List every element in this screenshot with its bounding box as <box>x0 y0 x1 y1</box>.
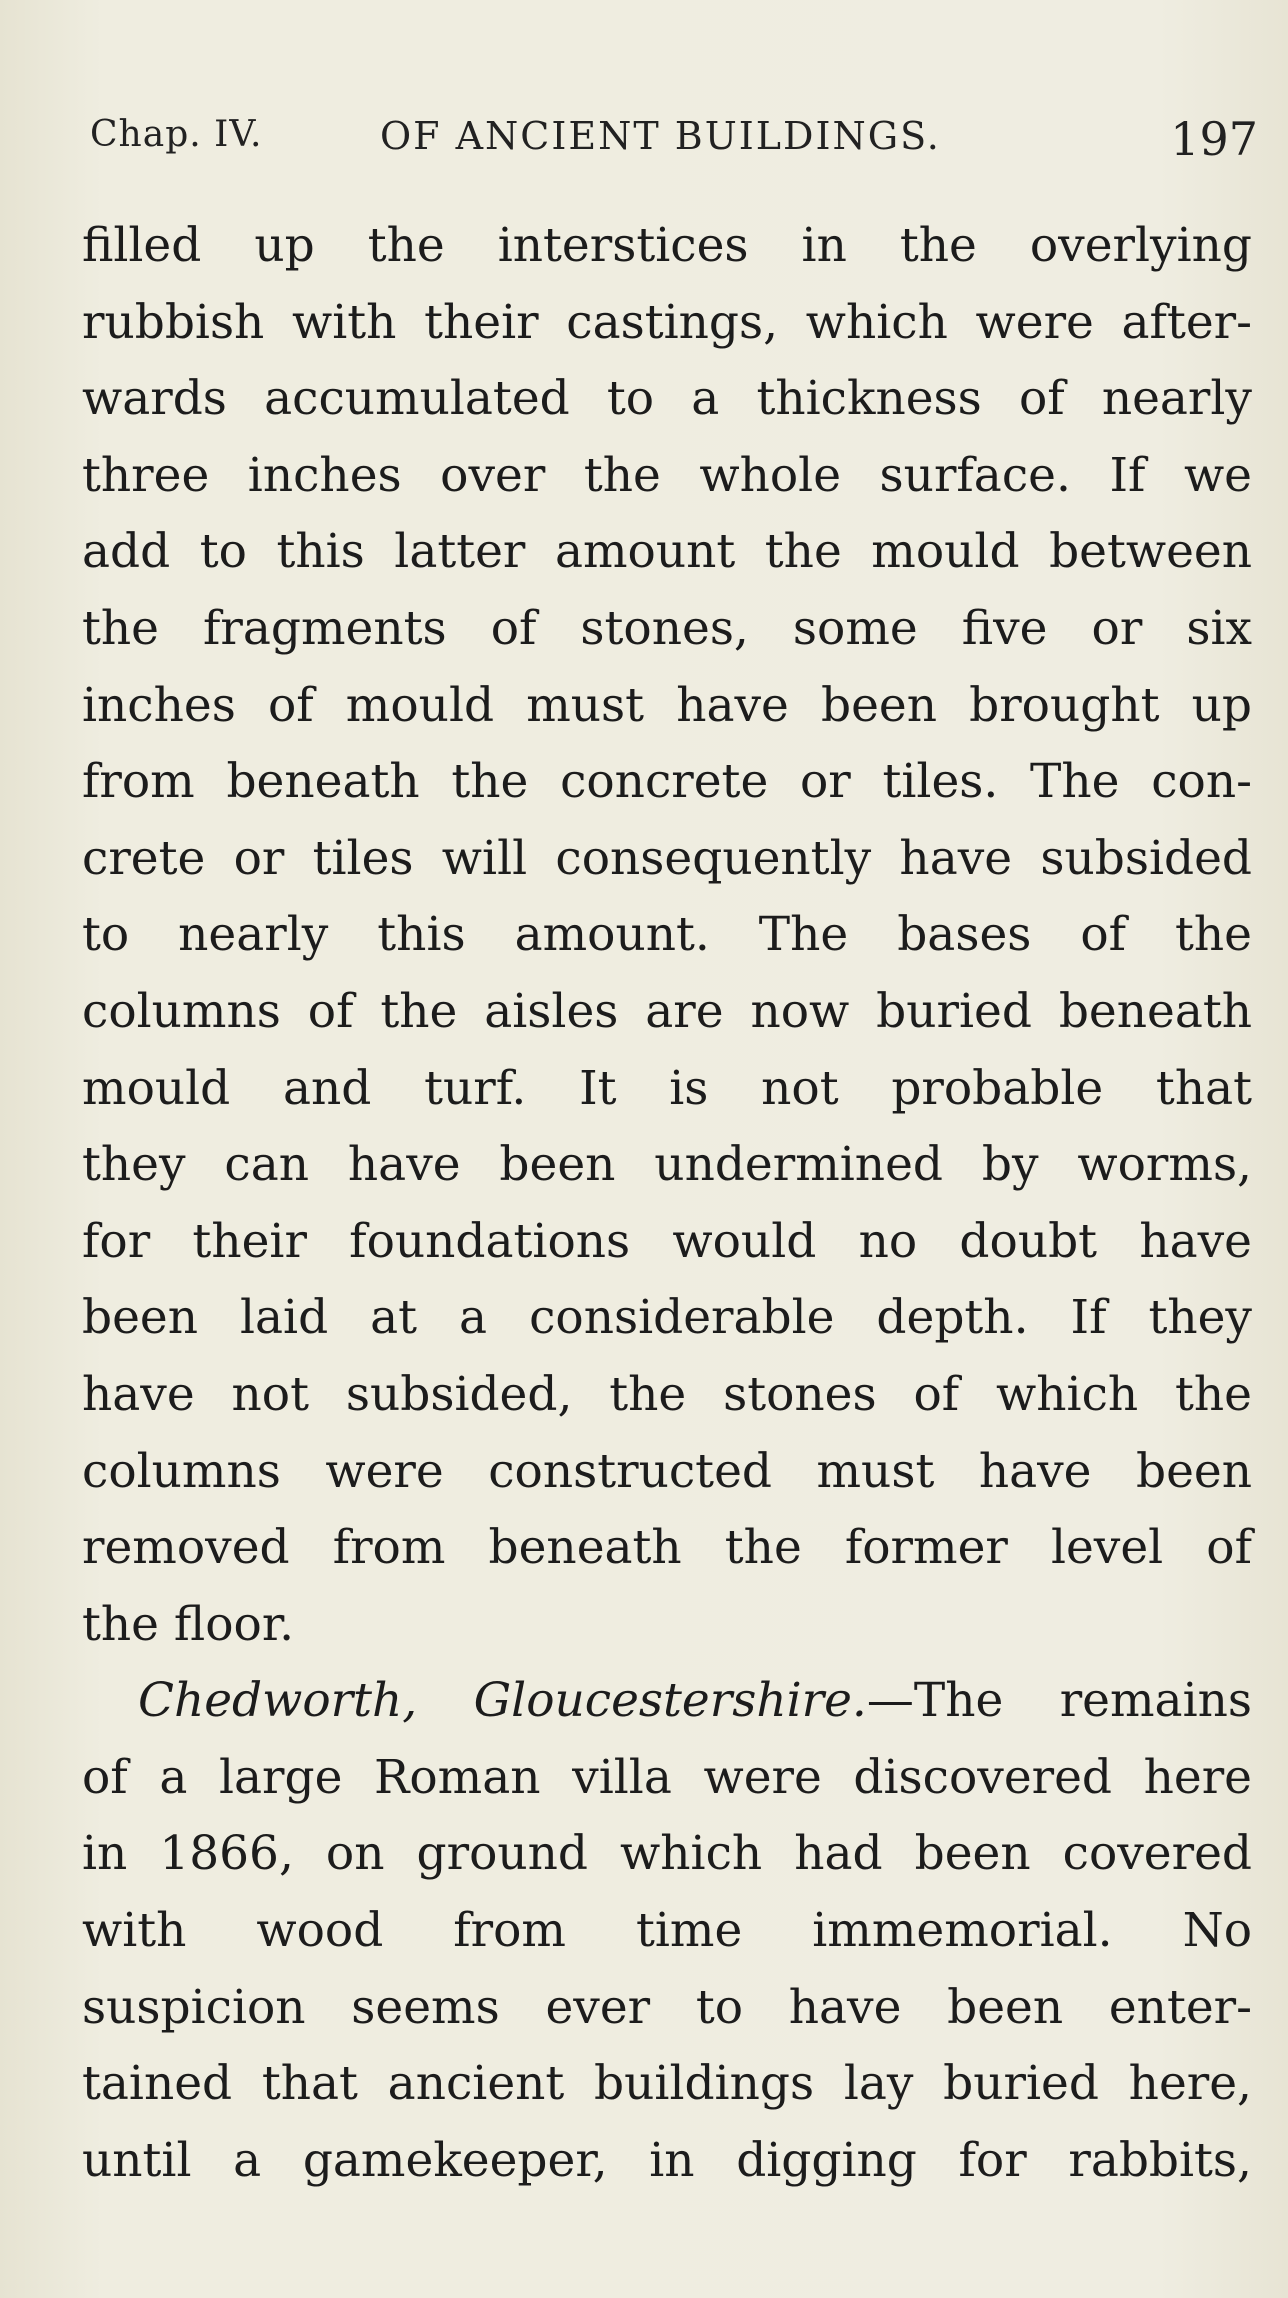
page-number: 197 <box>1170 112 1258 166</box>
running-header <box>90 108 1258 168</box>
running-title: OF ANCIENT BUILDINGS. <box>380 114 941 158</box>
opening-line-rest: —The remains <box>866 1673 1252 1729</box>
text-line: inches of mould must have been brought up <box>82 677 1252 733</box>
text-line: add to this latter amount the mould between <box>82 524 1252 580</box>
text-line: removed from beneath the former level of <box>82 1520 1252 1576</box>
text-line: to nearly this amount. The bases of the <box>82 907 1252 963</box>
county-name: Gloucestershire. <box>473 1673 867 1729</box>
text-line: until a gamekeeper, in digging for rabbits, <box>82 2132 1252 2188</box>
text-line: been laid at a considerable depth. If they <box>82 1290 1252 1346</box>
place-name: Chedworth, <box>138 1673 418 1729</box>
text-line: the fragments of stones, some five or six <box>82 600 1252 656</box>
text-line: tained that ancient buildings lay buried here, <box>82 2056 1252 2112</box>
text-line: in 1866, on ground which had been covered <box>82 1826 1252 1882</box>
text-line: columns were constructed must have been <box>82 1443 1252 1499</box>
text-line: filled up the interstices in the overlying <box>82 218 1252 273</box>
text-line: they can have been undermined by worms, <box>82 1137 1252 1193</box>
text-line: rubbish with their castings, which were after- <box>82 294 1252 350</box>
text-line: of a large Roman villa were discovered here <box>82 1749 1252 1805</box>
text-line: for their foundations would no doubt have <box>82 1213 1252 1269</box>
text-line: from beneath the concrete or tiles. The con- <box>82 754 1252 810</box>
text-line: three inches over the whole surface. If we <box>82 447 1252 503</box>
text-line: with wood from time immemorial. No <box>82 1903 1252 1959</box>
text-line: have not subsided, the stones of which the <box>82 1366 1252 1422</box>
text-line: suspicion seems ever to have been enter- <box>82 1979 1252 2035</box>
body-text <box>82 208 1252 2199</box>
paragraph-opening-line <box>82 1663 1252 1740</box>
text-line: columns of the aisles are now buried beneath <box>82 983 1252 1039</box>
chapter-label: Chap. IV. <box>90 114 263 155</box>
text-line: the floor. <box>82 1596 295 1652</box>
text-line: crete or tiles will consequently have subsided <box>82 830 1252 886</box>
text-line: mould and turf. It is not probable that <box>82 1060 1252 1116</box>
text-line: wards accumulated to a thickness of nearly <box>82 371 1252 427</box>
